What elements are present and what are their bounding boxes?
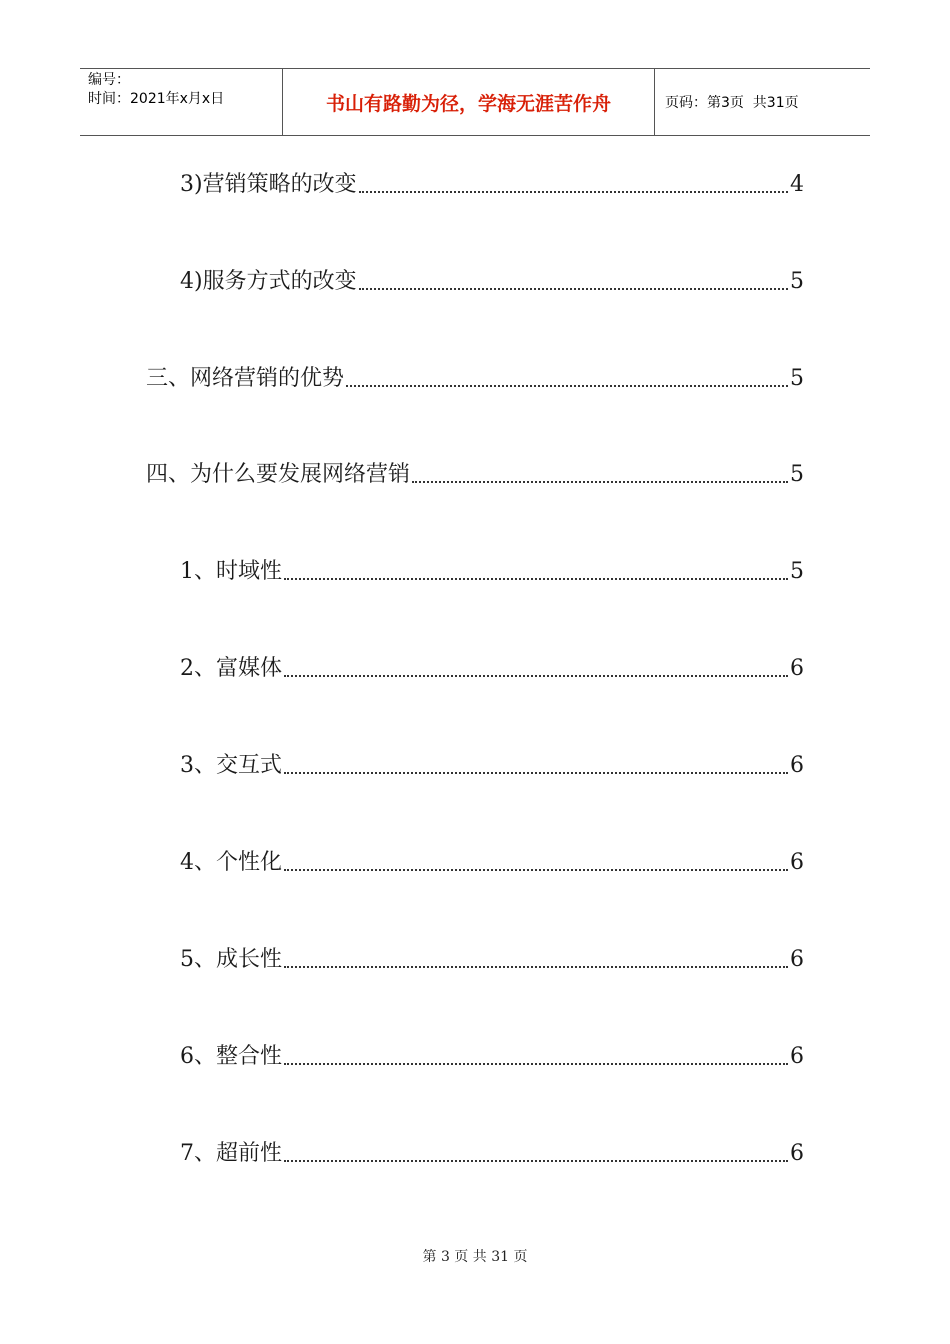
toc-entry-page: 5	[790, 269, 804, 294]
toc-leader-dots	[284, 1063, 788, 1065]
toc-entry-title: 2、富媒体	[180, 656, 282, 681]
toc-entry-title: 3)营销策略的改变	[180, 172, 357, 197]
toc-entry-page: 6	[790, 1044, 804, 1069]
toc-entry-page: 6	[790, 1141, 804, 1166]
toc-entry[interactable]	[180, 1042, 804, 1072]
toc-leader-dots	[412, 481, 788, 483]
toc-entry-title: 7、超前性	[180, 1141, 282, 1166]
toc-leader-dots	[284, 966, 788, 968]
toc-entry[interactable]	[180, 557, 804, 587]
toc-entry-page: 6	[790, 947, 804, 972]
toc-entry-title: 6、整合性	[180, 1044, 282, 1069]
toc-leader-dots	[284, 772, 788, 774]
toc-entry-title: 1、时域性	[180, 559, 282, 584]
toc-entry-page: 4	[790, 172, 804, 197]
toc-entry-page: 5	[790, 366, 804, 391]
toc-entry-page: 6	[790, 753, 804, 778]
header-time-label: 时间：2021年x月x日	[88, 91, 225, 107]
toc-entry-title: 5、成长性	[180, 947, 282, 972]
toc-entry[interactable]	[180, 848, 804, 878]
toc-entry[interactable]	[146, 460, 804, 490]
header-meta	[80, 69, 282, 135]
header-page-info-text: 页码：第3页 共31页	[665, 95, 799, 111]
toc-entry-title: 4)服务方式的改变	[180, 269, 357, 294]
toc-leader-dots	[284, 675, 788, 677]
toc-entry[interactable]	[180, 945, 804, 975]
toc-entry-title: 4、个性化	[180, 850, 282, 875]
toc-leader-dots	[359, 288, 788, 290]
toc-entry[interactable]	[180, 751, 804, 781]
toc-leader-dots	[284, 578, 788, 580]
header-motto: 书山有路勤为径，学海无涯苦作舟	[282, 69, 655, 135]
toc-entry-title: 3、交互式	[180, 753, 282, 778]
toc-entry[interactable]	[180, 170, 804, 200]
toc-leader-dots	[359, 191, 788, 193]
toc-entry-title: 四、为什么要发展网络营销	[146, 462, 411, 487]
toc-entry[interactable]	[180, 654, 804, 684]
toc-entry-page: 5	[790, 462, 804, 487]
toc-entry[interactable]	[180, 1139, 804, 1169]
toc-leader-dots	[284, 1160, 788, 1162]
toc-entry[interactable]	[180, 267, 804, 297]
toc-leader-dots	[346, 385, 788, 387]
page-header	[80, 68, 870, 136]
header-page-info	[655, 69, 870, 135]
header-number-label: 编号：	[88, 72, 130, 88]
toc-entry-title: 三、网络营销的优势	[146, 366, 345, 391]
toc-entry-page: 5	[790, 559, 804, 584]
toc-entry[interactable]	[146, 364, 804, 394]
toc-entry-page: 6	[790, 656, 804, 681]
toc-entry-page: 6	[790, 850, 804, 875]
toc-leader-dots	[284, 869, 788, 871]
page-footer: 第 3 页 共 31 页	[422, 1249, 528, 1265]
